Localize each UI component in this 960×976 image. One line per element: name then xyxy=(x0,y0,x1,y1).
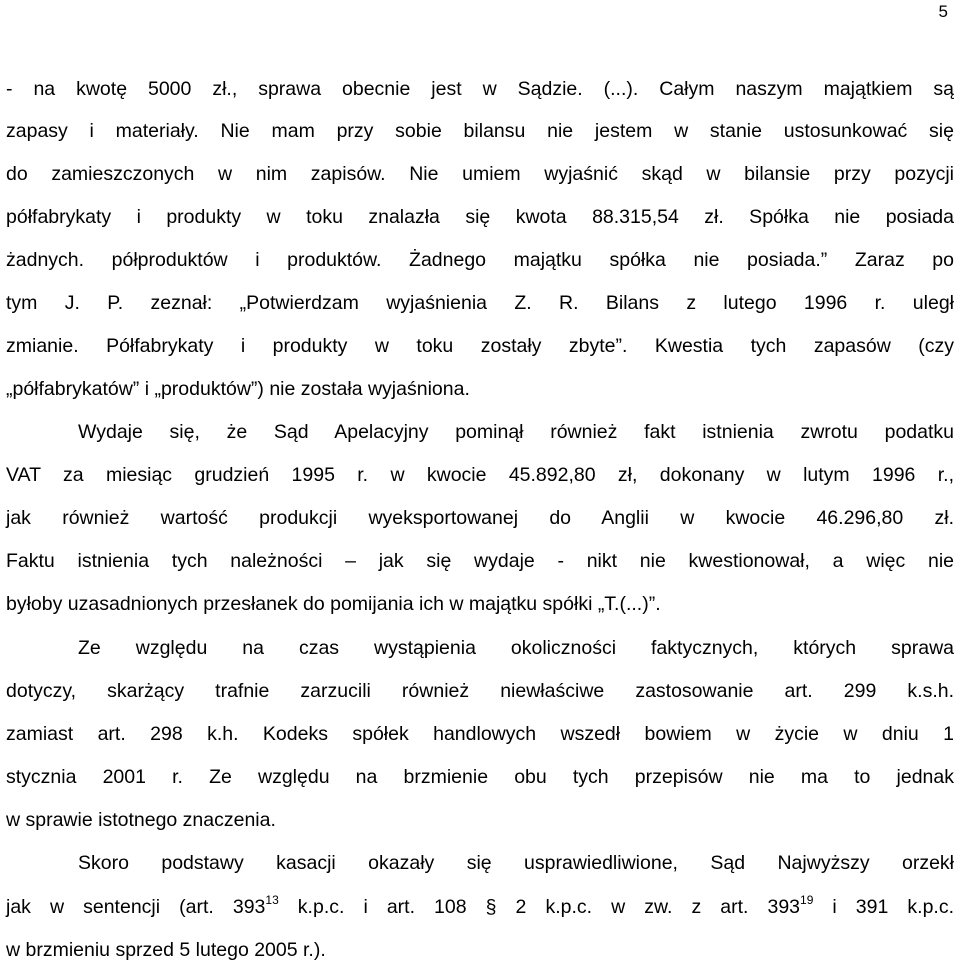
superscript: 13 xyxy=(265,892,279,907)
text-line: do zamieszczonych w nim zapisów. Nie umiem wyjaśnić skąd w bilansie przy pozycji xyxy=(6,163,954,185)
text-line-with-superscripts xyxy=(6,892,954,919)
text-line: zmianie. Półfabrykaty i produkty w toku zostały zbyte”. Kwestia tych zapasów (czy xyxy=(6,335,954,357)
text-line: stycznia 2001 r. Ze względu na brzmienie obu tych przepisów nie ma to jednak xyxy=(6,766,954,788)
text-line: w sprawie istotnego znaczenia. xyxy=(6,809,276,831)
text-line: tym J. P. zeznał: „Potwierdzam wyjaśnienia Z. R. Bilans z lutego 1996 r. uległ xyxy=(6,292,954,314)
paragraph-start-line: Ze względu na czas wystąpienia okoliczności faktycznych, których sprawa xyxy=(78,637,954,659)
line-part: k.p.c. i art. 108 § 2 k.p.c. w zw. z art. 393 xyxy=(278,896,801,918)
line-part: i 391 k.p.c. xyxy=(813,896,954,918)
text-line: zamiast art. 298 k.h. Kodeks spółek handlowych wszedł bowiem w życie w dniu 1 xyxy=(6,723,954,745)
page-number: 5 xyxy=(938,2,948,21)
text-line: dotyczy, skarżący trafnie zarzucili również niewłaściwe zastosowanie art. 299 k.s.h. xyxy=(6,680,954,702)
superscript: 19 xyxy=(800,892,814,907)
text-line: Faktu istnienia tych należności – jak się wydaje - nikt nie kwestionował, a więc nie xyxy=(6,550,954,572)
text-line: „półfabrykatów” i „produktów”) nie została wyjaśniona. xyxy=(6,378,470,400)
text-line: żadnych. półproduktów i produktów. Żadnego majątku spółka nie posiada.” Zaraz po xyxy=(6,249,954,271)
text-line: jak również wartość produkcji wyeksportowanej do Anglii w kwocie 46.296,80 zł. xyxy=(6,507,954,529)
text-line: byłoby uzasadnionych przesłanek do pomijania ich w majątku spółki „T.(...)”. xyxy=(6,593,661,615)
line-part: jak w sentencji (art. 393 xyxy=(6,896,266,918)
text-line: w brzmieniu sprzed 5 lutego 2005 r.). xyxy=(6,939,326,961)
paragraph-start-line: Skoro podstawy kasacji okazały się usprawiedliwione, Sąd Najwyższy orzekł xyxy=(78,852,954,874)
paragraph-start-line: Wydaje się, że Sąd Apelacyjny pominął również fakt istnienia zwrotu podatku xyxy=(78,421,954,443)
text-line: zapasy i materiały. Nie mam przy sobie bilansu nie jestem w stanie ustosunkować się xyxy=(6,120,954,142)
text-line: - na kwotę 5000 zł., sprawa obecnie jest w Sądzie. (...). Całym naszym majątkiem są xyxy=(6,78,954,100)
text-line: półfabrykaty i produkty w toku znalazła się kwota 88.315,54 zł. Spółka nie posiada xyxy=(6,206,954,228)
text-line: VAT za miesiąc grudzień 1995 r. w kwocie 45.892,80 zł, dokonany w lutym 1996 r., xyxy=(6,464,954,486)
